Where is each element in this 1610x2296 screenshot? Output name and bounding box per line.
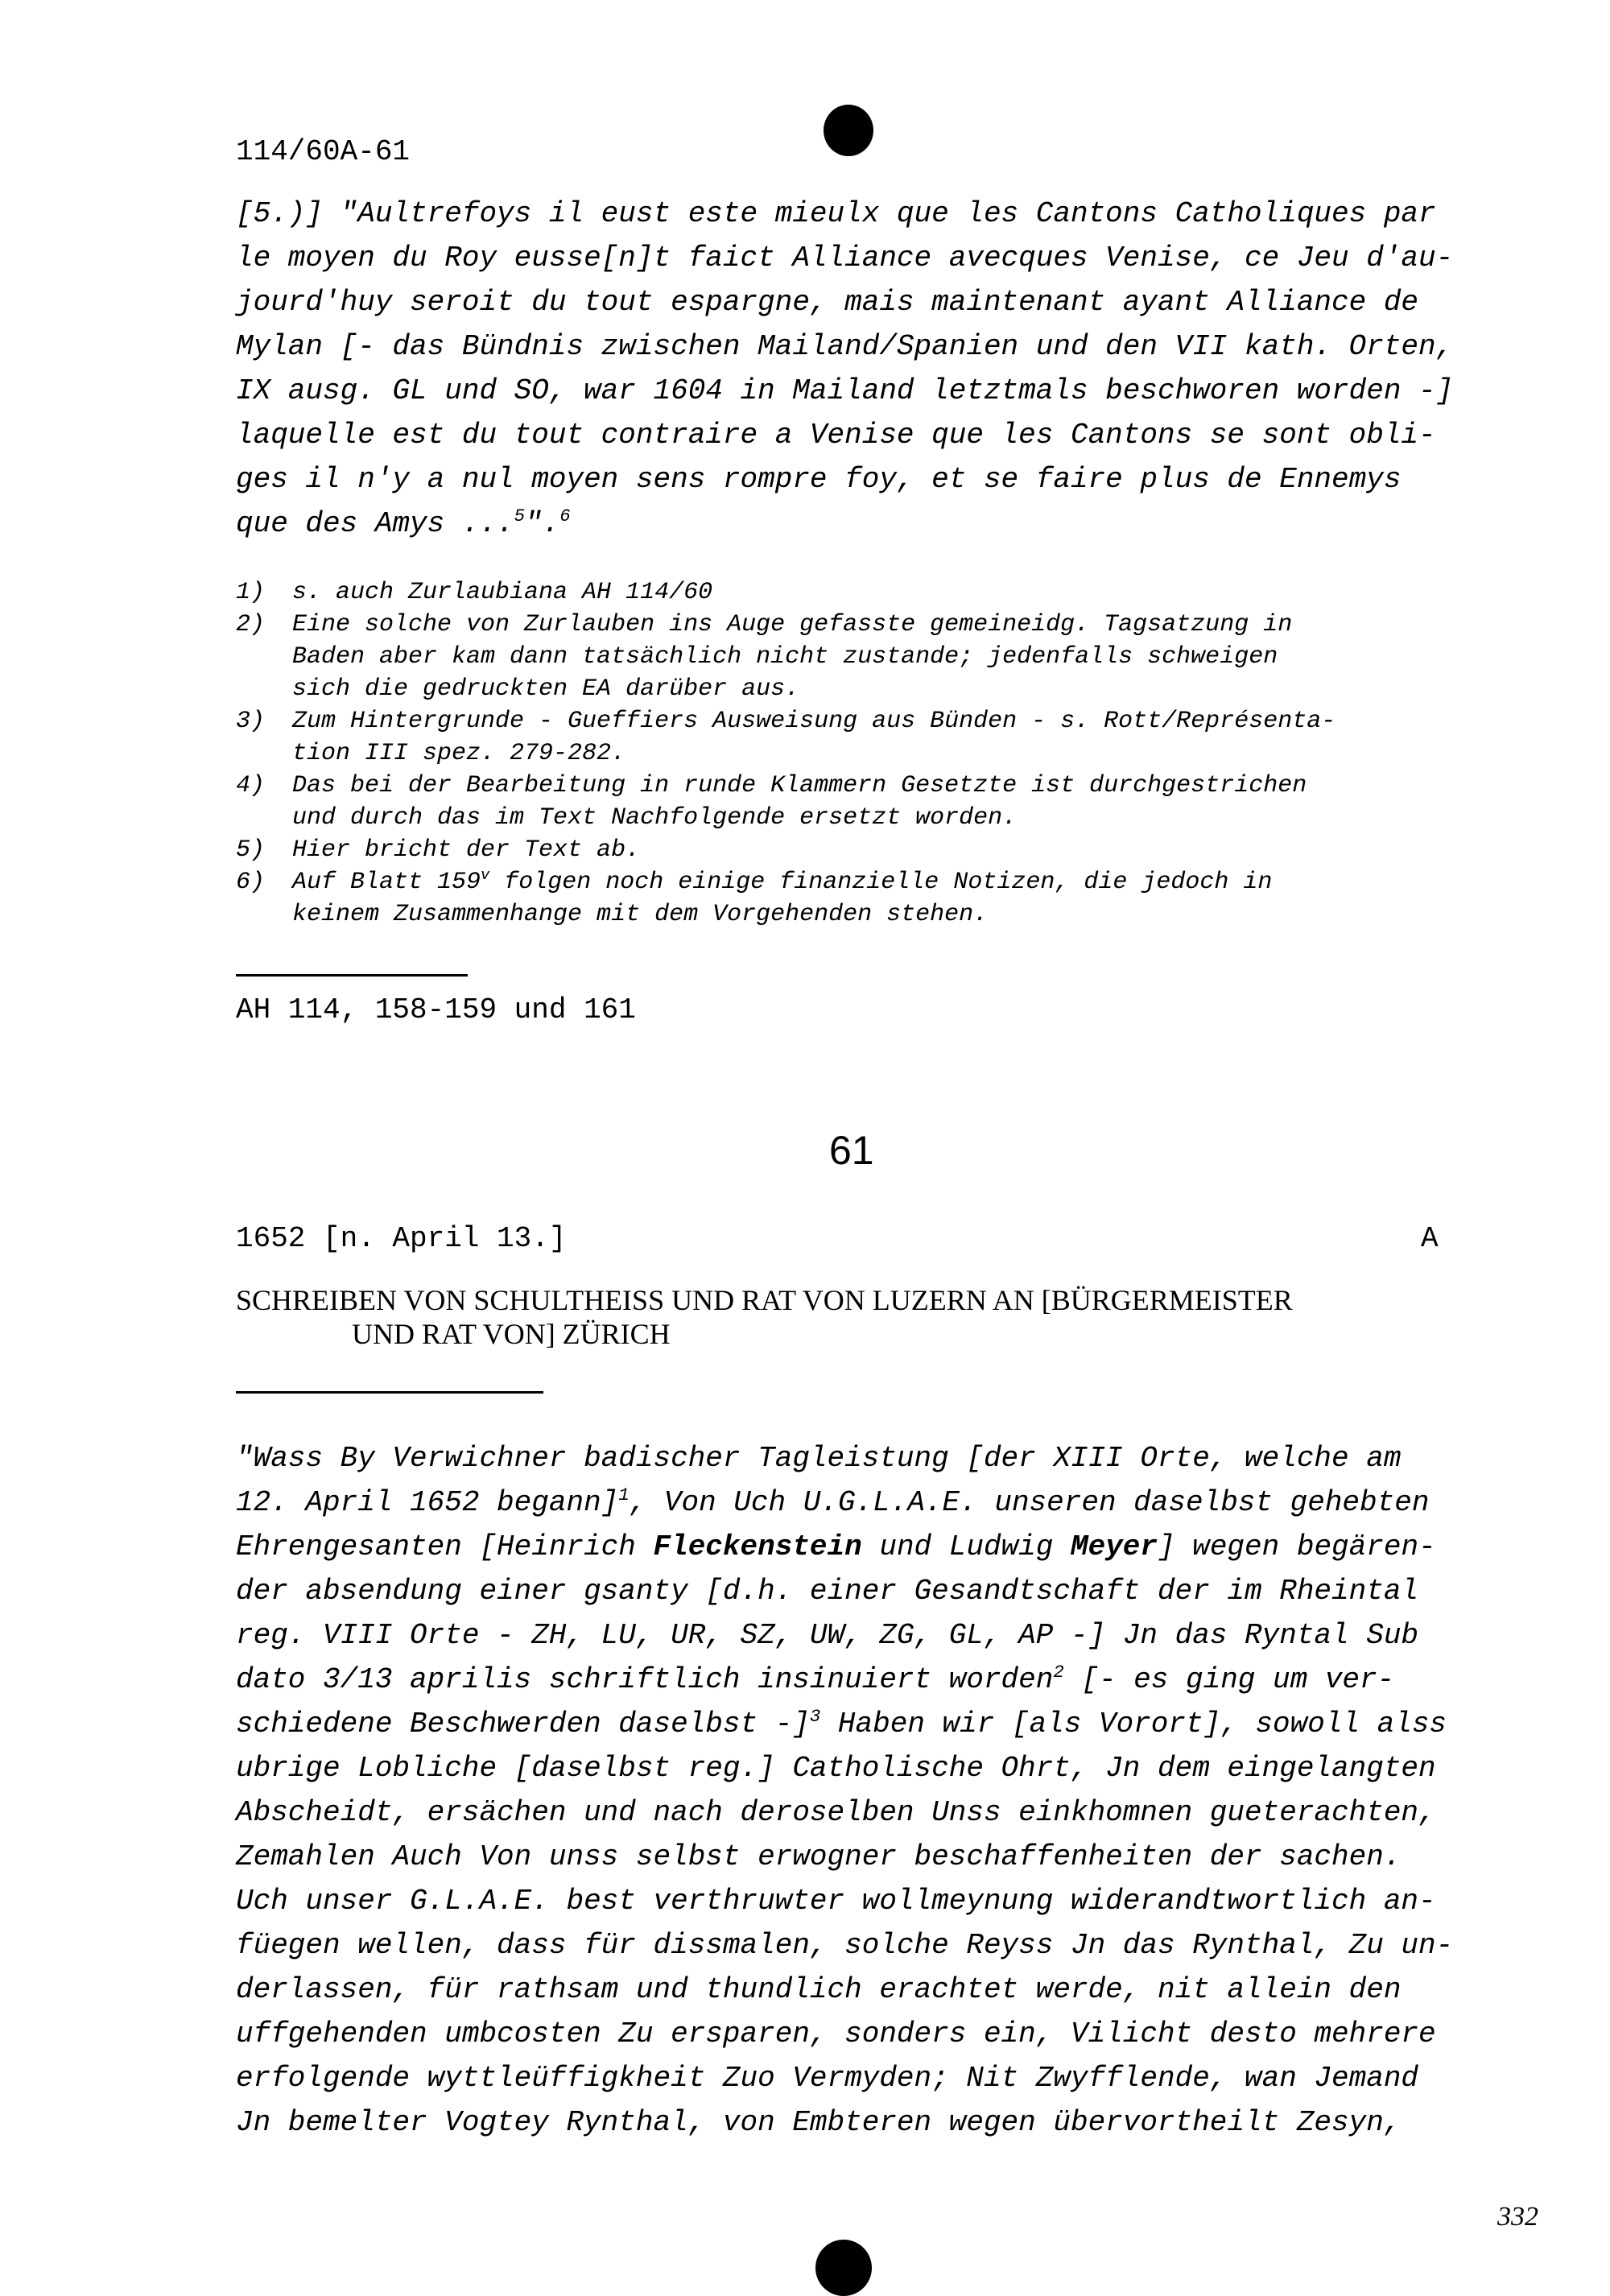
footnote-2: 2) Eine solche von Zurlauben ins Auge gefasste gemeineidg. Tagsatzung in (236, 611, 1293, 638)
footnote-6: 6) Auf Blatt 159$^v$ folgen noch einige finanzielle Notizen, die jedoch in (236, 866, 1273, 896)
text-line: [5.)] "Aultrefoys il eust este mieulx que les Cantons Catholiques par (236, 197, 1436, 230)
text-line: der absendung einer gsanty [d.h. einer Gesandtschaft der im Rheintal (236, 1575, 1419, 1608)
text-line: le moyen du Roy eusse[n]t faict Alliance avecques Venise, ce Jeu d'au- (236, 242, 1454, 275)
person-name: Meyer (1070, 1530, 1158, 1563)
footnote-ref: 3 (809, 1705, 821, 1727)
text-line: jourd'huy seroit du tout espargne, mais maintenant ayant Alliance de (236, 286, 1419, 319)
footnote-ref: 1 (618, 1484, 630, 1505)
footnote-ref: 2 (1053, 1661, 1064, 1683)
footnote-6-cont: keinem Zusammenhange mit dem Vorgehenden stehen. (292, 901, 989, 928)
handwritten-page-number: 332 (1497, 2202, 1538, 2232)
text-line: ubrige Lobliche [daselbst reg.] Catholische Ohrt, Jn dem eingelangten (236, 1752, 1436, 1785)
text-line: erfolgende wyttleüffigkheit Zuo Vermyden; Nit Zwyfflende, wan Jemand (236, 2062, 1419, 2095)
text-line: 12. April 1652 begann]$^1$, Von Uch U.G.L.A.E. unseren daselbst gehebten (236, 1484, 1430, 1519)
person-name: Fleckenstein (653, 1530, 862, 1563)
footnote-2-cont: Baden aber kam dann tatsächlich nicht zustande; jedenfalls schweigen (292, 643, 1278, 671)
document-title: SCHREIBEN VON SCHULTHEISS UND RAT VON LUZERN AN [BÜRGERMEISTER UND RAT VON] ZÜRICH (236, 1284, 1293, 1350)
text-line: derlassen, für rathsam und thundlich erachtet werde, nit allein den (236, 1973, 1402, 2006)
text-line: uffgehenden umbcosten Zu ersparen, sonders ein, Vilicht desto mehrere (236, 2017, 1436, 2050)
divider-rule (236, 1391, 543, 1394)
text-line: reg. VIII Orte - ZH, LU, UR, SZ, UW, ZG, GL, AP -] Jn das Ryntal Sub (236, 1619, 1419, 1652)
page-header-ref: 114/60A-61 (236, 135, 411, 168)
document-date: 1652 [n. April 13.] (236, 1222, 567, 1255)
source-reference: AH 114, 158-159 und 161 (236, 993, 636, 1026)
text-line: Zemahlen Auch Von unss selbst erwogner beschaffenheiten der sachen. (236, 1840, 1402, 1873)
footnotes (236, 576, 1335, 931)
punch-hole-bottom (815, 2240, 872, 2296)
footnote-1: 1) s. auch Zurlaubiana AH 114/60 (236, 579, 713, 606)
document-variant: A (1421, 1222, 1439, 1255)
text-line: "Wass By Verwichner badischer Tagleistung [der XIII Orte, welche am (236, 1442, 1402, 1475)
text-line: Mylan [- das Bündnis zwischen Mailand/Spanien und den VII kath. Orten, (236, 330, 1454, 363)
text-line: IX ausg. GL und SO, war 1604 in Mailand letztmals beschworen worden -] (236, 374, 1454, 407)
text-line: ges il n'y a nul moyen sens rompre foy, et se faire plus de Ennemys (236, 463, 1402, 496)
text-line: dato 3/13 aprilis schriftlich insinuiert worden$^2$ [- es ging um ver- (236, 1661, 1395, 1696)
lower-paragraph (236, 1436, 1453, 2145)
upper-paragraph (236, 192, 1453, 546)
text-line: laquelle est du tout contraire a Venise que les Cantons se sont obli- (236, 419, 1436, 452)
punch-hole-top (824, 105, 873, 156)
divider-rule (236, 974, 468, 977)
text-line: Jn bemelter Vogtey Rynthal, von Embteren wegen übervortheilt Zesyn, (236, 2106, 1402, 2139)
text-line: Ehrengesanten [Heinrich Fleckenstein und Ludwig Meyer] wegen begären- (236, 1530, 1436, 1563)
document-number: 61 (829, 1128, 874, 1173)
text-line: schiedene Beschwerden daselbst -]$^3$ Haben wir [als Vorort], sowoll alss (236, 1705, 1447, 1741)
footnote-5: 5) Hier bricht der Text ab. (236, 836, 641, 864)
footnote-ref: 5 (514, 505, 526, 527)
text-line: Uch unser G.L.A.E. best verthruwter wollmeynung widerandtwortlich an- (236, 1885, 1436, 1918)
footnote-3-cont: tion III spez. 279-282. (292, 740, 626, 767)
footnote-4: 4) Das bei der Bearbeitung in runde Klammern Gesetzte ist durchgestrichen (236, 772, 1307, 799)
text-line: que des Amys ...$^5$".$^6$ (236, 505, 571, 540)
text-line: Abscheidt, ersächen und nach deroselben Unss einkhomnen gueterachten, (236, 1796, 1436, 1829)
footnote-2-cont: sich die gedruckten EA darüber aus. (292, 675, 800, 703)
text-line: füegen wellen, dass für dissmalen, solche Reyss Jn das Rynthal, Zu un- (236, 1929, 1454, 1962)
footnote-3: 3) Zum Hintergrunde - Gueffiers Ausweisung aus Bünden - s. Rott/Représenta- (236, 708, 1336, 735)
footnote-4-cont: und durch das im Text Nachfolgende ersetzt worden. (292, 804, 1018, 832)
verso-sup: v (481, 866, 490, 884)
footnote-ref: 6 (559, 505, 571, 527)
